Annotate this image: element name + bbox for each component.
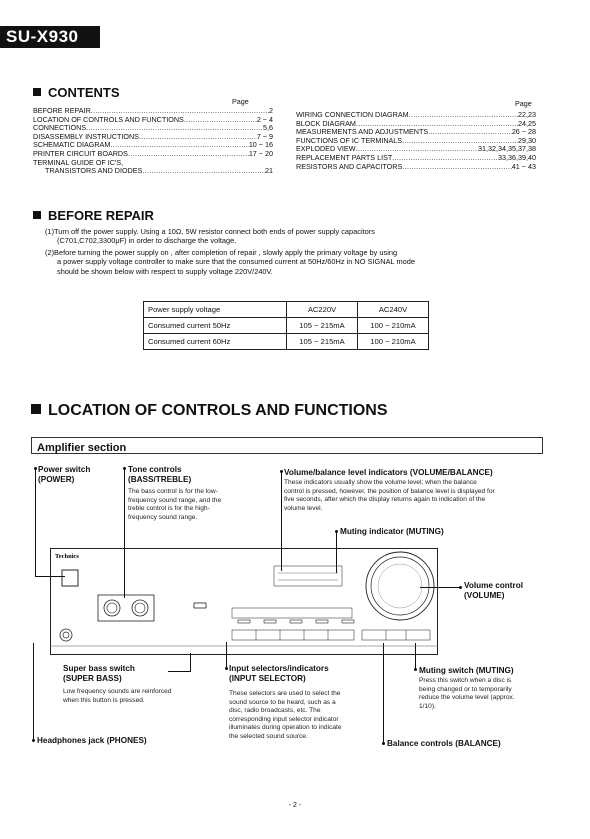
input-selector-desc: These selectors are used to select the sound source to be heard, such as a disc, radio broadcasts, etc. The corresponding input selector indicator illuminates during operation to indicate the selected sound source.	[229, 690, 342, 740]
table-cell: Consumed current 50Hz	[144, 318, 287, 334]
contents-page-label-right: Page	[515, 99, 532, 108]
contents-item: WIRING CONNECTION DIAGRAM ..... 22,23	[296, 111, 536, 120]
super-bass-desc: Low frequency sounds are reinforced when this button is pressed.	[63, 688, 172, 704]
volume-knob	[366, 552, 434, 620]
power-switch-label: Power switch (POWER)	[38, 465, 91, 484]
p2-line2: a power supply voltage controller to make sure that the consumed current at 50Hz/60Hz in NO SIGNAL mode	[57, 257, 415, 267]
amplifier-panel	[50, 540, 440, 658]
table-cell: 105 ~ 215mA	[287, 334, 358, 350]
contents-item: EXPLODED VIEW ..... 31,32,34,35,37,38	[296, 145, 536, 154]
location-heading: LOCATION OF CONTROLS AND FUNCTIONS	[31, 402, 388, 420]
amplifier-section-box: Amplifier section	[31, 437, 543, 454]
p1-line2: (C701,C702,3300μF) in order to discharge the voltage.	[57, 236, 237, 246]
volume-indicator-desc: These indicators usually show the volume level; when the balance control is pressed, however, the position of balance level is displayed for five seconds, after which the display returns again to indication of the volume level.	[284, 479, 495, 512]
contents-item: MEASUREMENTS AND ADJUSTMENTS ..... 26 ~ 28	[296, 128, 536, 137]
contents-item: BLOCK DIAGRAM ..... 24,25	[296, 120, 536, 129]
input-selector-label: Input selectors/indicators (INPUT SELECTOR)	[229, 664, 329, 683]
super-bass-label: Super bass switch (SUPER BASS)	[63, 664, 135, 683]
table-row	[144, 302, 429, 318]
contents-item: FUNCTIONS OF IC TERMINALS ..... 29,30	[296, 137, 536, 146]
tone-controls-desc: The bass control is for the low- frequency sound range, and the treble control is for the high- frequency sound range.	[128, 488, 222, 521]
contents-item: CONNECTIONS ..... 5,6	[33, 124, 273, 133]
contents-item: SCHEMATIC DIAGRAM ..... 10 ~ 16	[33, 141, 273, 150]
contents-item: TRANSISTORS AND DIODES ..... 21	[33, 167, 273, 176]
power-supply-table	[143, 301, 429, 350]
tone-controls-label: Tone controls (BASS/TREBLE)	[128, 465, 192, 484]
table-cell: 105 ~ 215mA	[287, 318, 358, 334]
headphones-label: Headphones jack (PHONES)	[37, 736, 147, 745]
before-repair-text	[45, 227, 545, 276]
contents-item: DISASSEMBLY INSTRUCTIONS ..... 7 ~ 9	[33, 133, 273, 142]
callout-line	[33, 643, 34, 740]
contents-item: RESISTORS AND CAPACITORS ..... 41 ~ 43	[296, 163, 536, 172]
callout-line	[35, 470, 36, 576]
volume-control-label: Volume control (VOLUME)	[464, 581, 523, 600]
contents-right-list	[296, 111, 536, 171]
table-cell: 100 ~ 210mA	[358, 334, 429, 350]
balance-muting-buttons	[362, 630, 430, 640]
contents-item: PRINTER CIRCUIT BOARDS ..... 17 ~ 20	[33, 150, 273, 159]
bass-knob	[104, 600, 120, 616]
power-button	[62, 570, 78, 586]
contents-item: BEFORE REPAIR ..... 2	[33, 107, 273, 116]
treble-knob	[132, 600, 148, 616]
table-cell: AC240V	[358, 302, 429, 318]
contents-item: LOCATION OF CONTROLS AND FUNCTIONS ..... 2 ~ 4	[33, 116, 273, 125]
super-bass-button	[194, 603, 206, 608]
table-row	[144, 334, 429, 350]
muting-indicator-label: Muting indicator (MUTING)	[340, 527, 444, 536]
panel-brand: Technics	[55, 553, 79, 560]
table-cell: 100 ~ 210mA	[358, 318, 429, 334]
headphones-jack	[60, 629, 72, 641]
callout-line	[168, 671, 191, 672]
model-badge: SU-X930	[0, 26, 100, 48]
table-cell: Consumed current 60Hz	[144, 334, 287, 350]
table-cell: AC220V	[287, 302, 358, 318]
contents-page-label-left: Page	[232, 97, 249, 106]
balance-label: Balance controls (BALANCE)	[387, 739, 501, 748]
muting-switch-desc: Press this switch when a disc is being changed or to temporarily reduce the volume level (approx. 1/10).	[419, 677, 515, 710]
table-row	[144, 318, 429, 334]
contents-item: TERMINAL GUIDE OF IC'S,	[33, 157, 124, 167]
callout-line	[383, 643, 384, 743]
contents-left-list	[33, 107, 273, 176]
p1-line1: (1)Turn off the power supply. Using a 10Ω, 5W resistor connect both ends of power supply capacitors	[45, 227, 375, 236]
level-indicator	[274, 566, 342, 586]
p2-line1: (2)Before turning the power supply on , after completion of repair , slowly apply the primary voltage by using	[45, 247, 398, 257]
before-repair-heading: BEFORE REPAIR	[33, 208, 154, 223]
contents-heading: CONTENTS	[33, 85, 120, 100]
input-selector-buttons	[232, 630, 354, 640]
contents-item: REPLACEMENT PARTS LIST ..... 33,36,39,40	[296, 154, 536, 163]
table-cell: Power supply voltage	[144, 302, 287, 318]
muting-switch-label: Muting switch (MUTING)	[419, 666, 514, 675]
p2-line3: should be shown below with respect to supply voltage 220V/240V.	[57, 266, 273, 276]
volume-indicator-label: Volume/balance level indicators (VOLUME/BALANCE)	[284, 468, 493, 477]
page-number: - 2 -	[288, 802, 302, 809]
